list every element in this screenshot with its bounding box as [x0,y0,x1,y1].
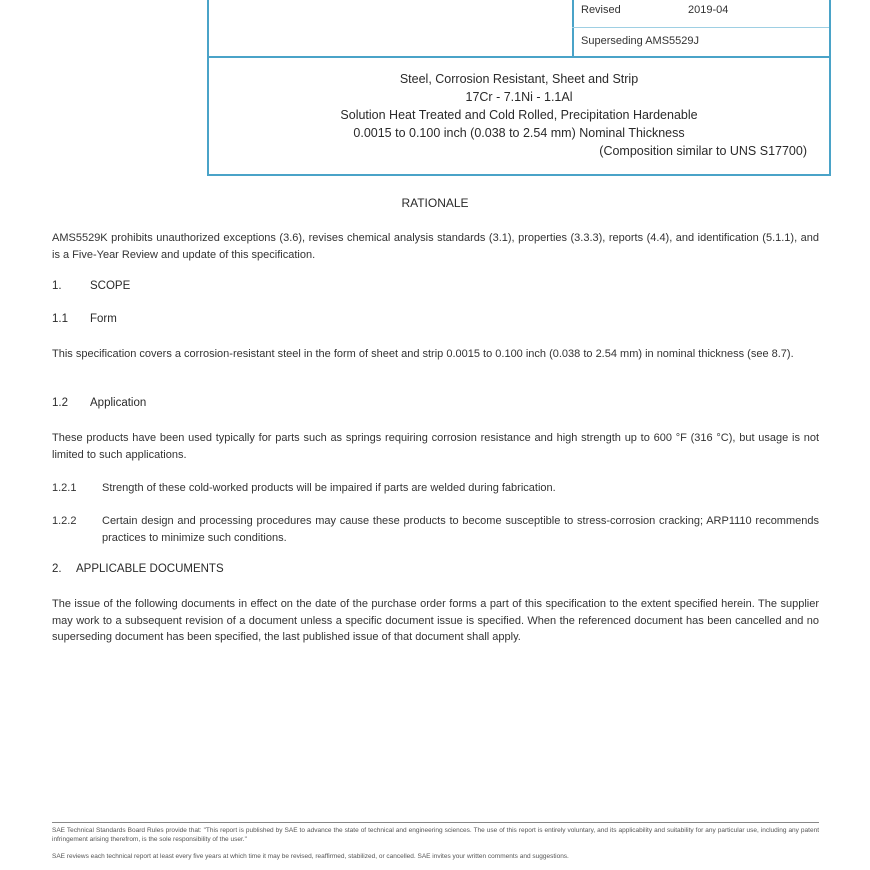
section-title: APPLICABLE DOCUMENTS [76,563,224,575]
rationale-heading: RATIONALE [401,196,469,210]
section-number: 1.1 [52,313,68,325]
section-scope-heading [52,280,130,292]
section-application-heading [52,397,146,409]
meta-separator [572,27,829,28]
form-text: This specification covers a corrosion-resistant steel in the form of sheet and strip 0.0015 to 0.100 inch (0.038 to 2.54 mm) in nominal thickness (see 8.7). [52,348,794,360]
section-number: 1.2 [52,397,68,409]
revised-row [581,4,729,16]
footer-review-note: SAE reviews each technical report at least every five years at which time it may be revised, reaffirmed, stabilized, or cancelled. SAE invites your written comments and suggestions. [52,853,569,860]
title-line: Solution Heat Treated and Cold Rolled, Precipitation Hardenable [340,108,698,122]
rationale-text: AMS5529K prohibits unauthorized exceptions (3.6), revises chemical analysis standards (3.1), properties (3.3.3), reports (4.4), and identification (5.1.1), and is a Five-Year Review and update of this specification. [52,232,819,261]
title-line: 17Cr - 7.1Ni - 1.1Al [465,90,573,104]
spec-title [209,70,829,160]
section-number: 2. [52,563,62,575]
section-title: Application [90,397,147,409]
footer-rule [52,822,819,823]
applicable-documents-text: The issue of the following documents in effect on the date of the purchase order forms a part of this specification to the extent specified herein. The supplier may work to a subsequent revision of a document unless a specific document issue is specified. When the referenced document has been cancelled and no superseding document has been specified, the last published issue of that document shall apply. [52,598,819,643]
section-applicable-heading [52,563,224,575]
subsection-text: Certain design and processing procedures may cause these products to become susceptible to stress-corrosion cracking; ARP1110 recommends practices to minimize such conditions. [102,515,819,544]
title-line: Steel, Corrosion Resistant, Sheet and Strip [399,72,639,86]
composition-note: (Composition similar to UNS S17700) [599,144,807,158]
section-title: Form [90,313,117,325]
header-divider [572,0,574,56]
superseding-row [581,35,699,47]
spec-header-box [207,0,831,176]
footer-disclaimer: SAE Technical Standards Board Rules provide that: "This report is published by SAE to advance the state of technical and engineering sciences. The use of this report is entirely voluntary, and its applicability and suitability for any particular use, including any patent infringement arising therefrom, is the sole responsibility of the user." [52,827,819,843]
superseding-label: Superseding AMS5529J [581,35,700,47]
revised-date: 2019-04 [688,4,729,16]
section-number: 1.2.1 [52,482,77,494]
header-top-row [209,0,829,58]
application-text: These products have been used typically for parts such as springs requiring corrosion resistance and high strength up to 600 °F (316 °C), but usage is not limited to such applications. [52,432,819,461]
subsection-1-2-1 [52,480,819,497]
revised-label: Revised [581,4,621,16]
section-form-heading [52,313,117,325]
section-title: SCOPE [90,280,131,292]
subsection-text: Strength of these cold-worked products will be impaired if parts are welded during fabrication. [102,482,556,494]
section-number: 1.2.2 [52,515,77,527]
subsection-1-2-2 [52,513,819,546]
title-line: 0.0015 to 0.100 inch (0.038 to 2.54 mm) Nominal Thickness [353,126,685,140]
section-number: 1. [52,280,62,292]
